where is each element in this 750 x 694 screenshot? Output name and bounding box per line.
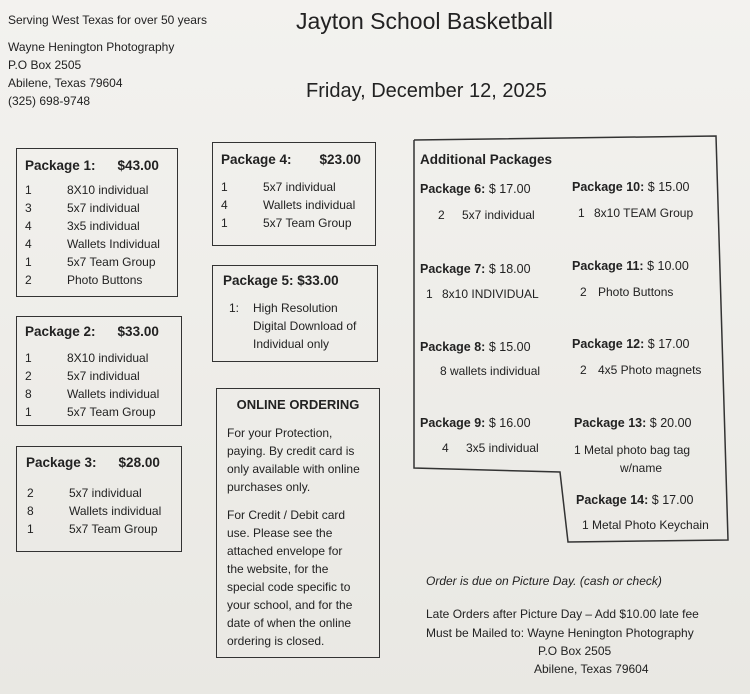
package-13: Package 13: $ 20.00 (574, 416, 692, 430)
package-2-name: Package 2: (25, 324, 96, 339)
package-5-line3: Individual only (253, 337, 330, 351)
package-12: Package 12: $ 17.00 (572, 337, 690, 351)
list-item: 8 Wallets individual (25, 387, 160, 401)
package-3-name: Package 3: (26, 455, 97, 470)
package-14: Package 14: $ 17.00 (576, 493, 694, 507)
package-1-name: Package 1: (25, 158, 96, 173)
package-11-item: 2 Photo Buttons (580, 285, 674, 299)
package-7-item: 1 8x10 INDIVIDUAL (426, 287, 539, 301)
list-item: 1 5x7 individual (221, 180, 336, 194)
list-item: 2 5x7 individual (27, 486, 142, 500)
list-item: 3 5x7 individual (25, 201, 140, 215)
list-item: 1 8X10 individual (25, 351, 149, 365)
online-ordering-paragraph-2: For Credit / Debit card use. Please see the attached envelope for the website, for the special code specific to your school, and for the date of when the online ordering is closed. (227, 508, 353, 648)
list-item: 1 8X10 individual (25, 183, 149, 197)
package-5-qty: 1: (229, 301, 240, 315)
package-7: Package 7: $ 18.00 (420, 262, 531, 276)
package-4-name: Package 4: (221, 152, 292, 167)
list-item: 2 Photo Buttons (25, 273, 143, 287)
package-5-header: Package 5: $33.00 (223, 273, 339, 288)
company-city: Abilene, Texas 79604 (8, 76, 123, 90)
package-8-item: 8 wallets individual (440, 364, 541, 378)
list-item: 8 Wallets individual (27, 504, 162, 518)
package-9: Package 9: $ 16.00 (420, 416, 531, 430)
additional-packages-title: Additional Packages (420, 152, 553, 167)
due-note: Order is due on Picture Day. (cash or check) (426, 574, 662, 588)
list-item: 4 Wallets individual (221, 198, 356, 212)
package-1-price: $43.00 (117, 158, 159, 173)
list-item: 4 3x5 individual (25, 219, 140, 233)
package-8: Package 8: $ 15.00 (420, 340, 531, 354)
company-name: Wayne Henington Photography (8, 40, 175, 54)
list-item: 2 5x7 individual (25, 369, 140, 383)
mail-note: Must be Mailed to: Wayne Henington Photography (426, 626, 694, 640)
package-13-item: 1 Metal photo bag tag w/name (574, 443, 691, 475)
package-10-item: 1 8x10 TEAM Group (578, 206, 694, 220)
online-ordering-title: ONLINE ORDERING (236, 397, 360, 412)
package-10: Package 10: $ 15.00 (572, 180, 690, 194)
package-14-item: 1 Metal Photo Keychain (582, 518, 709, 532)
list-item: 4 Wallets Individual (25, 237, 160, 251)
package-9-item: 4 3x5 individual (442, 441, 539, 455)
package-3-price: $28.00 (118, 455, 160, 470)
package-2-price: $33.00 (117, 324, 159, 339)
package-6: Package 6: $ 17.00 (420, 182, 531, 196)
mail-po-box: P.O Box 2505 (538, 644, 612, 658)
package-5-line1: High Resolution (253, 301, 338, 315)
event-date: Friday, December 12, 2025 (306, 80, 547, 102)
list-item: 1 5x7 Team Group (27, 522, 158, 536)
list-item: 1 5x7 Team Group (221, 216, 352, 230)
company-po-box: P.O Box 2505 (8, 58, 82, 72)
late-note: Late Orders after Picture Day – Add $10.00 late fee (426, 607, 699, 621)
mail-city: Abilene, Texas 79604 (534, 662, 649, 676)
list-item: 1 5x7 Team Group (25, 405, 156, 419)
package-5-line2: Digital Download of (253, 319, 357, 333)
online-ordering-paragraph-1: For your Protection, paying. By credit card is only available with online purchases only. (227, 426, 360, 494)
tagline: Serving West Texas for over 50 years (8, 13, 207, 27)
package-12-item: 2 4x5 Photo magnets (580, 363, 702, 377)
package-11: Package 11: $ 10.00 (572, 259, 689, 273)
package-4-price: $23.00 (319, 152, 361, 167)
page-title: Jayton School Basketball (296, 8, 553, 34)
package-6-item: 2 5x7 individual (438, 208, 535, 222)
company-phone: (325) 698-9748 (8, 94, 91, 108)
list-item: 1 5x7 Team Group (25, 255, 156, 269)
